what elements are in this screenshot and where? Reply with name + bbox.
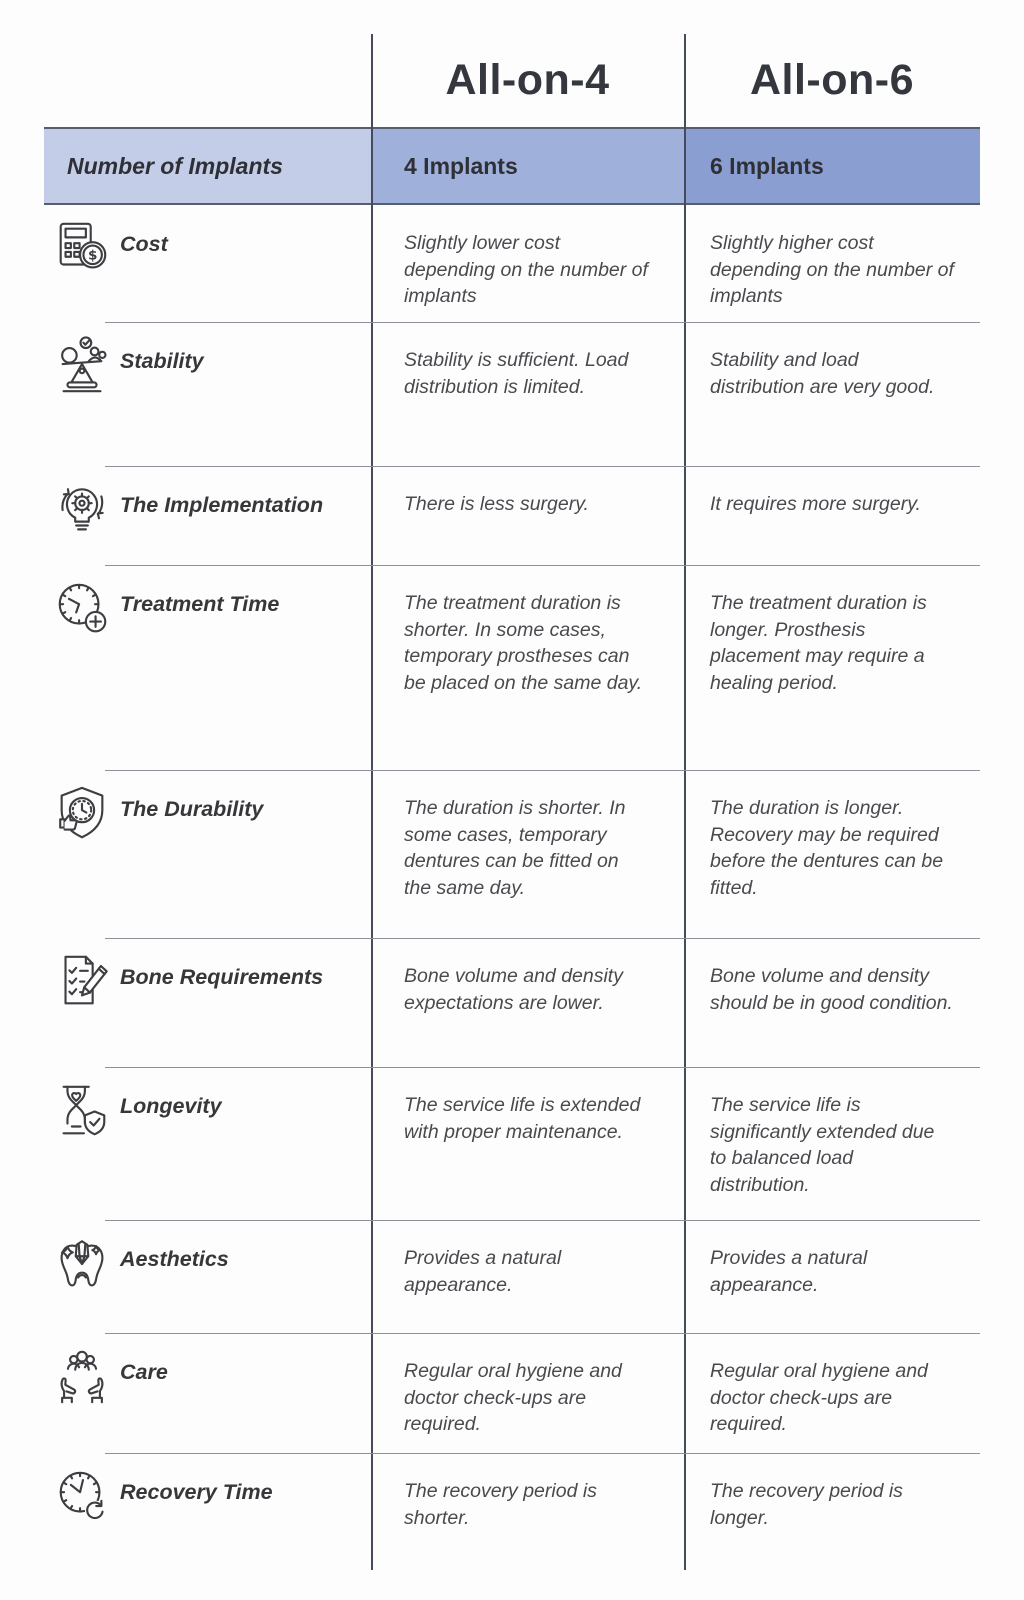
all-on-6-cell: The recovery period is longer. bbox=[710, 1480, 903, 1529]
calculator-coin-icon bbox=[44, 205, 120, 322]
lightbulb-gear-icon bbox=[44, 466, 120, 565]
all-on-6-cell: Bone volume and density should be in good condition. bbox=[710, 965, 953, 1014]
table-row bbox=[44, 565, 980, 770]
care-hands-icon bbox=[44, 1333, 120, 1453]
table-header bbox=[0, 0, 1024, 127]
row-label: Cost bbox=[120, 232, 168, 256]
all-on-4-cell: Provides a natural appearance. bbox=[404, 1247, 562, 1296]
table-row bbox=[44, 1067, 980, 1220]
balance-scale-icon bbox=[44, 322, 120, 466]
all-on-4-cell: The duration is shorter. In some cases, temporary dentures can be fitted on the same day. bbox=[404, 797, 626, 899]
all-on-6-cell: The treatment duration is longer. Prosthesis placement may require a healing period. bbox=[710, 592, 927, 694]
row-label: Care bbox=[120, 1360, 168, 1384]
all-on-6-cell: It requires more surgery. bbox=[710, 493, 921, 515]
all-on-4-cell: Slightly lower cost depending on the number of implants bbox=[404, 232, 648, 307]
row-label: Aesthetics bbox=[120, 1247, 229, 1271]
hourglass-shield-icon bbox=[44, 1067, 120, 1220]
table-row bbox=[44, 466, 980, 565]
all-on-6-cell: Stability and load distribution are very good. bbox=[710, 349, 935, 398]
all-on-4-cell: The treatment duration is shorter. In some cases, temporary prostheses can be placed on the same day. bbox=[404, 592, 643, 694]
all-on-4-cell: The service life is extended with proper maintenance. bbox=[404, 1094, 641, 1143]
table-row bbox=[44, 1453, 980, 1600]
row-label: Recovery Time bbox=[120, 1480, 273, 1504]
number-of-implants-row bbox=[44, 127, 980, 205]
table-row bbox=[44, 1333, 980, 1453]
all-on-6-cell: Slightly higher cost depending on the number of implants bbox=[710, 232, 954, 307]
clock-refresh-icon bbox=[44, 1453, 120, 1600]
all-on-6-cell: The duration is longer. Recovery may be required before the dentures can be fitted. bbox=[710, 797, 944, 899]
all-on-4-cell: The recovery period is shorter. bbox=[404, 1480, 597, 1529]
band-label-cell: Number of Implants bbox=[44, 129, 371, 203]
row-label: Longevity bbox=[120, 1094, 222, 1118]
column-title-all-on-4: All-on-4 bbox=[445, 56, 610, 104]
all-on-4-cell: Bone volume and density expectations are lower. bbox=[404, 965, 623, 1014]
table-row bbox=[44, 1220, 980, 1333]
tooth-sparkle-icon bbox=[44, 1220, 120, 1333]
table-row bbox=[44, 322, 980, 466]
svg-text:$: $ bbox=[87, 247, 98, 264]
shield-clock-icon bbox=[44, 770, 120, 938]
table-row bbox=[44, 770, 980, 938]
band-all-on-6-cell: 6 Implants bbox=[684, 129, 980, 203]
all-on-4-cell: There is less surgery. bbox=[404, 493, 589, 515]
column-title-all-on-6: All-on-6 bbox=[749, 56, 915, 104]
row-label: Stability bbox=[120, 349, 204, 373]
row-label: Bone Requirements bbox=[120, 965, 324, 989]
checklist-pencil-icon bbox=[44, 938, 120, 1067]
row-label: The Durability bbox=[120, 797, 264, 821]
row-label: The Implementation bbox=[120, 493, 324, 517]
table-row bbox=[44, 205, 980, 322]
all-on-6-cell: Provides a natural appearance. bbox=[710, 1247, 868, 1296]
clock-plus-icon bbox=[44, 565, 120, 770]
all-on-4-cell: Stability is sufficient. Load distribution is limited. bbox=[404, 349, 629, 398]
table-row bbox=[44, 938, 980, 1067]
all-on-6-cell: The service life is significantly extended due to balanced load distribution. bbox=[710, 1094, 935, 1196]
band-all-on-4-cell: 4 Implants bbox=[371, 129, 684, 203]
row-label: Treatment Time bbox=[120, 592, 280, 616]
all-on-4-cell: Regular oral hygiene and doctor check-ups are required. bbox=[404, 1360, 622, 1435]
all-on-6-cell: Regular oral hygiene and doctor check-ups are required. bbox=[710, 1360, 928, 1435]
